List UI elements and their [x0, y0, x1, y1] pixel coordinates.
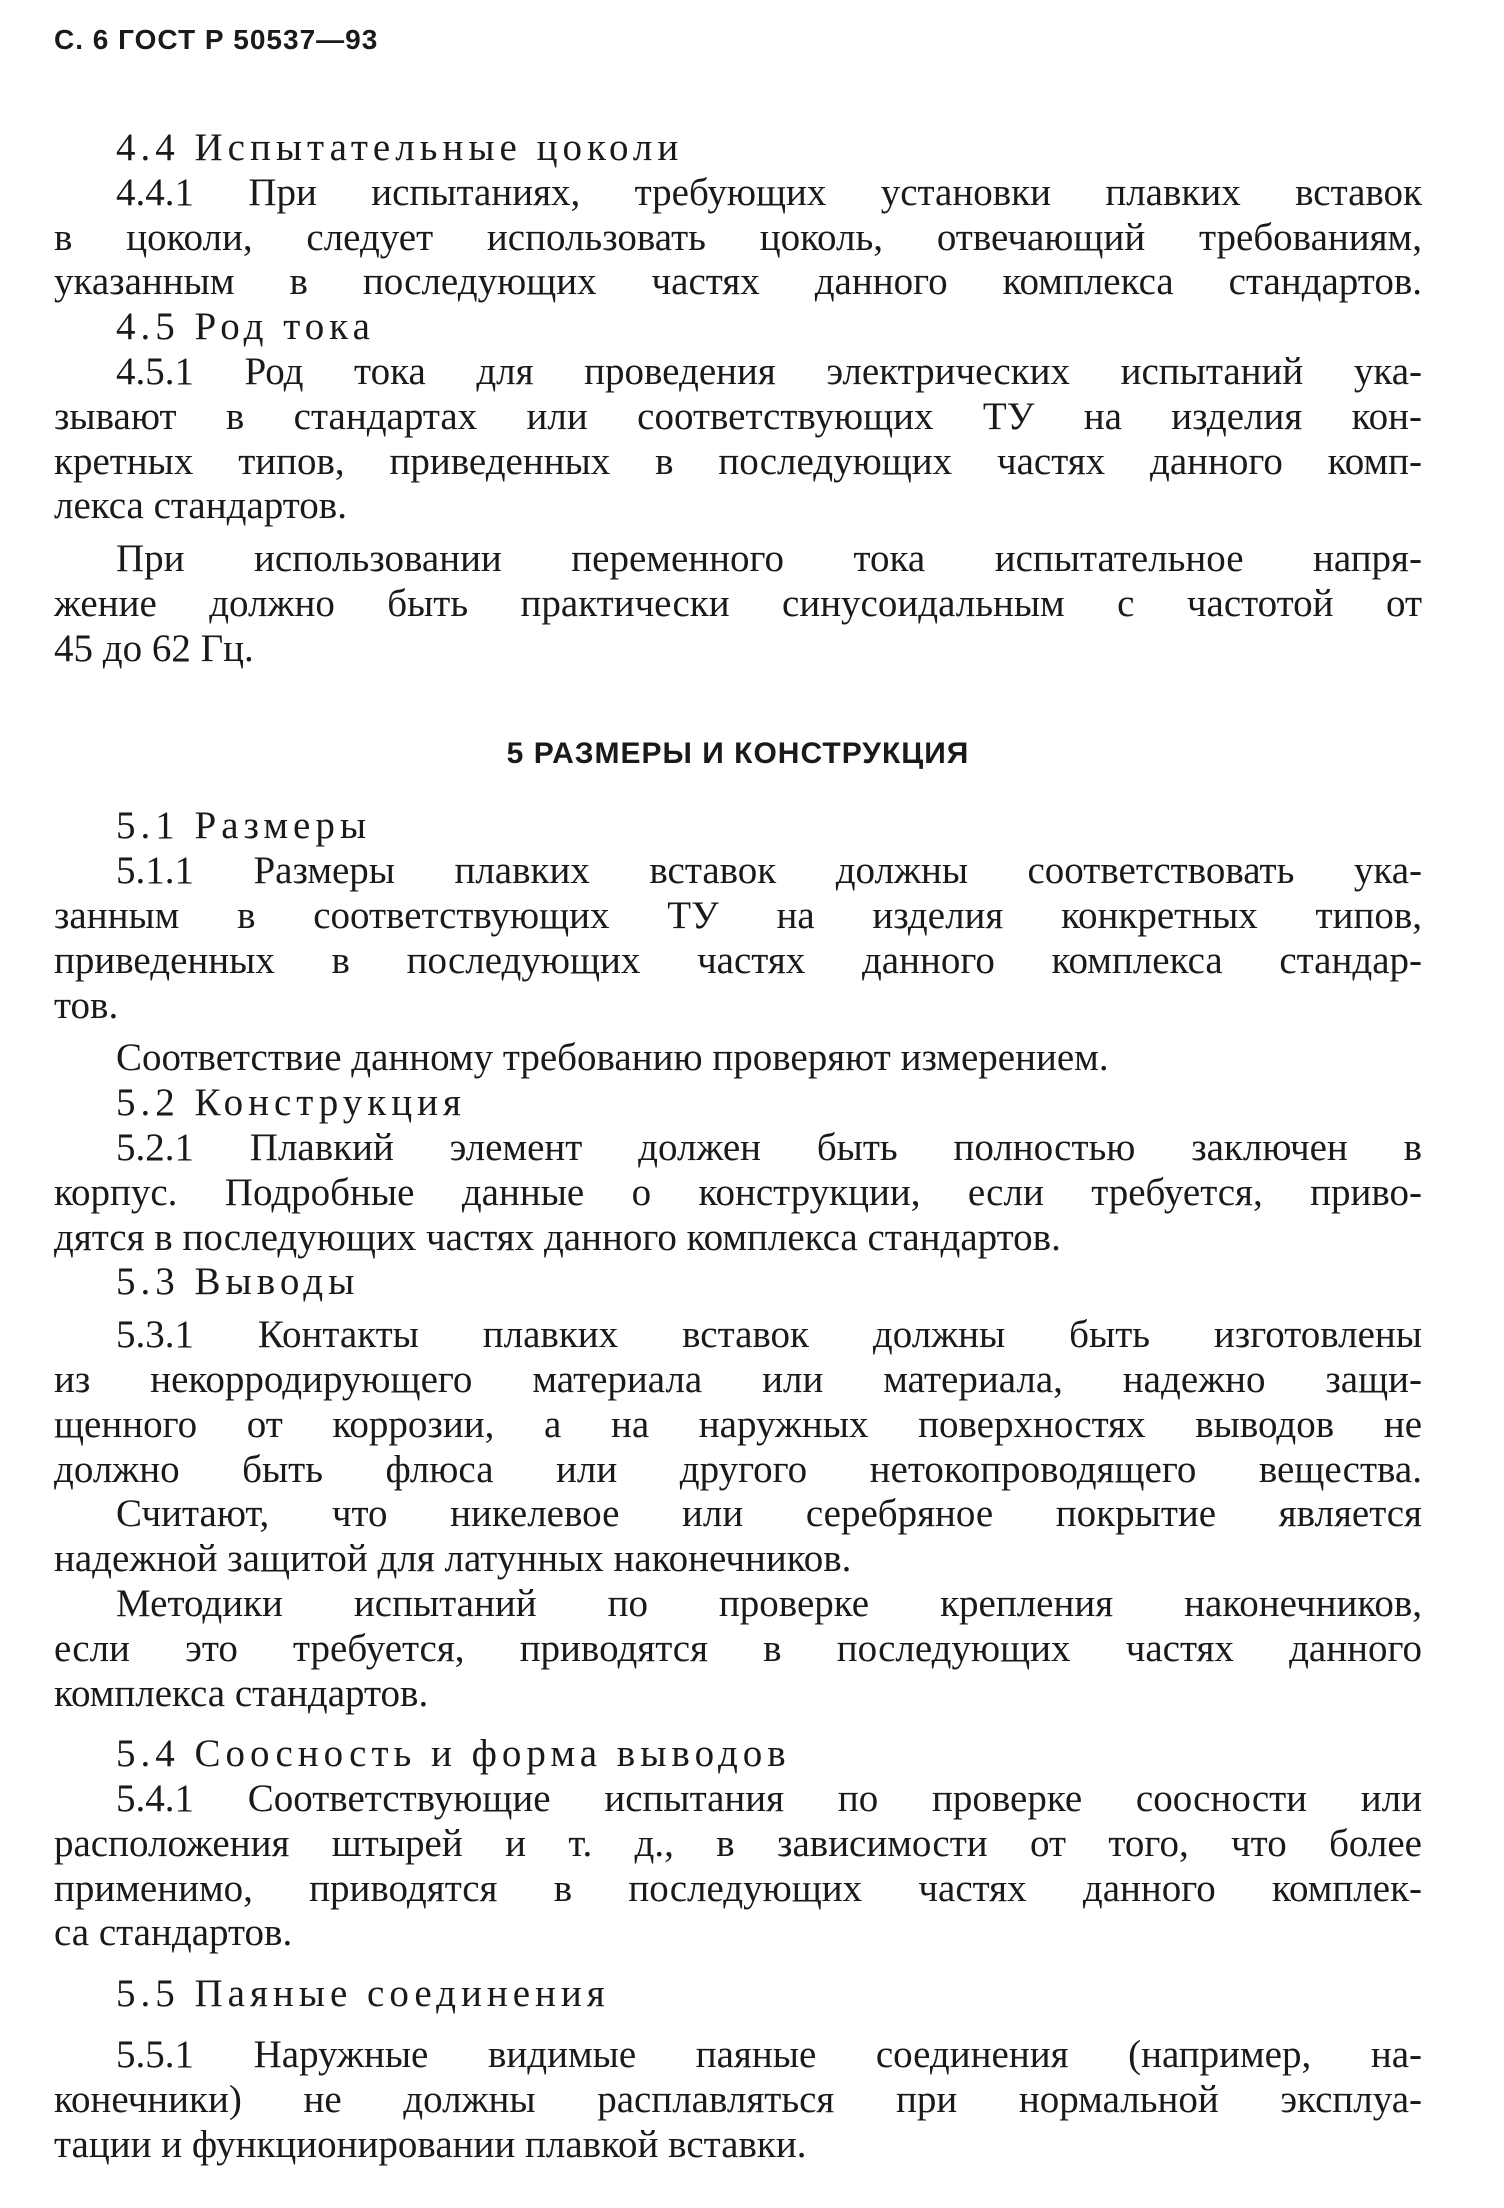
subsection-title-5-3: 5.3 Выводы — [116, 1260, 360, 1304]
subsection-title-5-4: 5.4 Соосность и форма выводов — [116, 1732, 791, 1776]
text-line: 5.5.1 Наружные видимые паяные соединения (например, на- — [116, 2033, 1422, 2077]
text-line: из некорродирующего материала или материала, надежно защи- — [54, 1357, 1422, 1401]
text-line: дятся в последующих частях данного комплекса стандартов. — [54, 1215, 1061, 1259]
text-line: жение должно быть практически синусоидальным с частотой от — [54, 581, 1422, 625]
text-line: 5.2.1 Плавкий элемент должен быть полностью заключен в — [116, 1125, 1422, 1169]
text-line: конечники) не должны расплавляться при нормальной эксплуа- — [54, 2077, 1422, 2121]
subsection-title-5-5: 5.5 Паяные соединения — [116, 1972, 610, 2016]
text-line: тов. — [54, 983, 119, 1027]
text-line: зывают в стандартах или соответствующих ТУ на изделия кон- — [54, 394, 1422, 438]
text-line: При использовании переменного тока испытательное напря- — [116, 537, 1422, 581]
text-line: са стандартов. — [54, 1911, 293, 1955]
text-line: занным в соответствующих ТУ на изделия конкретных типов, — [54, 893, 1422, 937]
text-line: 45 до 62 Гц. — [54, 626, 254, 670]
text-line: комплекса стандартов. — [54, 1671, 429, 1715]
text-line: надежной защитой для латунных наконечников. — [54, 1537, 852, 1581]
subsection-title-4-5: 4.5 Род тока — [116, 305, 375, 349]
text-line: 5.1.1 Размеры плавких вставок должны соответствовать ука- — [116, 849, 1422, 893]
text-line: 4.5.1 Род тока для проведения электрических испытаний ука- — [116, 349, 1422, 393]
text-line: 5.4.1 Соответствующие испытания по проверке соосности или — [116, 1777, 1422, 1821]
text-line: приведенных в последующих частях данного комплекса стандар- — [54, 938, 1422, 982]
text-line: если это требуется, приводятся в последующих частях данного — [54, 1626, 1422, 1670]
subsection-title-5-1: 5.1 Размеры — [116, 804, 372, 848]
text-line: Считают, что никелевое или серебряное покрытие является — [116, 1492, 1422, 1536]
text-line: 4.4.1 При испытаниях, требующих установки плавких вставок — [116, 170, 1422, 214]
text-line: 5.3.1 Контакты плавких вставок должны быть изготовлены — [116, 1313, 1422, 1357]
text-line: корпус. Подробные данные о конструкции, если требуется, приво- — [54, 1170, 1422, 1214]
text-line: в цоколи, следует использовать цоколь, отвечающий требованиям, — [54, 215, 1422, 259]
section-title-5: 5 РАЗМЕРЫ И КОНСТРУКЦИЯ — [506, 736, 970, 770]
subsection-title-4-4: 4.4 Испытательные цоколи — [116, 126, 684, 169]
text-line: расположения штырей и т. д., в зависимости от того, что более — [54, 1821, 1422, 1865]
text-line: лекса стандартов. — [54, 484, 347, 528]
text-line: кретных типов, приведенных в последующих частях данного комп- — [54, 439, 1422, 483]
text-line: тации и функционировании плавкой вставки. — [54, 2122, 807, 2166]
text-line: Соответствие данному требованию проверяют измерением. — [116, 1036, 1109, 1080]
text-line: указанным в последующих частях данного комплекса стандартов. — [54, 260, 1422, 304]
running-head: С. 6 ГОСТ Р 50537—93 — [54, 24, 379, 55]
text-line: должно быть флюса или другого нетокопроводящего вещества. — [54, 1447, 1422, 1491]
document-page — [54, 18, 1422, 2167]
text-line: применимо, приводятся в последующих частях данного комплек- — [54, 1866, 1422, 1910]
text-line: Методики испытаний по проверке крепления наконечников, — [116, 1581, 1422, 1625]
text-line: щенного от коррозии, а на наружных поверхностях выводов не — [54, 1402, 1422, 1446]
subsection-title-5-2: 5.2 Конструкция — [116, 1081, 466, 1125]
